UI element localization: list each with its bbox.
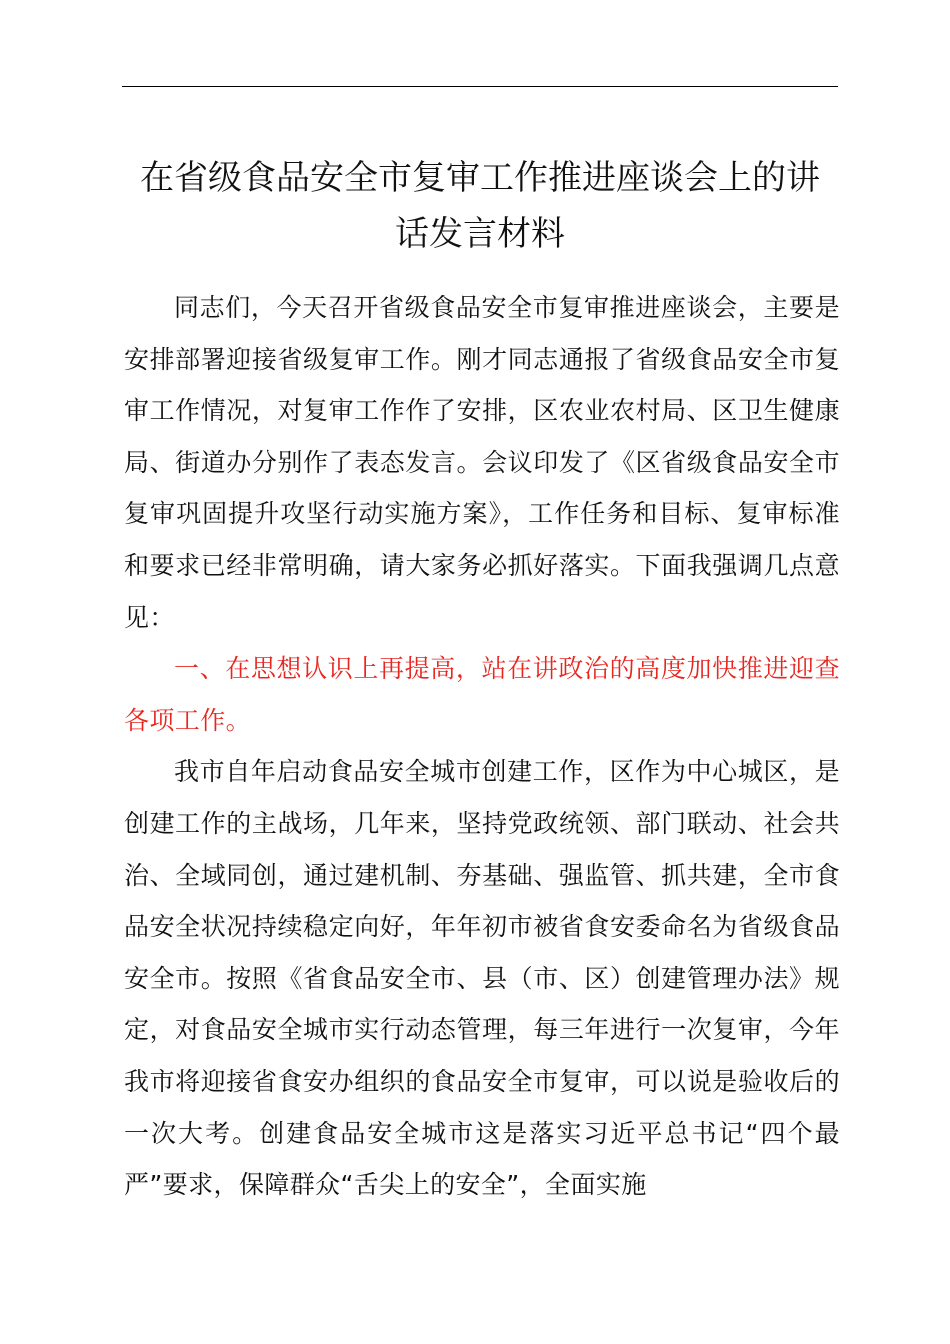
document-body xyxy=(124,282,840,1211)
document-title xyxy=(100,150,860,262)
intro-paragraph: 同志们，今天召开省级食品安全市复审推进座谈会，主要是安排部署迎接省级复审工作。刚才同志通报了省级食品安全市复审工作情况，对复审工作作了安排，区农业农村局、区卫生健康局、街道办分别作了表态发言。会议印发了《区省级食品安全市复审巩固提升攻坚行动实施方案》，工作任务和目标、复审标准和要求已经非常明确，请大家务必抓好落实。下面我强调几点意见： xyxy=(124,293,840,632)
title-line-1: 在省级食品安全市复审工作推进座谈会上的讲 xyxy=(140,158,820,198)
section-1-paragraph: 我市自年启动食品安全城市创建工作，区作为中心城区，是创建工作的主战场，几年来，坚持党政统领、部门联动、社会共治、全域同创，通过建机制、夯基础、强监管、抓共建，全市食品安全状况持续稳定向好，年年初市被省食安委命名为省级食品安全市。按照《省食品安全市、县（市、区）创建管理办法》规定，对食品安全城市实行动态管理，每三年进行一次复审，今年我市将迎接省食安办组织的食品安全市复审，可以说是验收后的一次大考。创建食品安全城市这是落实习近平总书记“四个最严”要求，保障群众“舌尖上的安全”，全面实施 xyxy=(124,757,840,1200)
section-heading-1: 一、在思想认识上再提高，站在讲政治的高度加快推进迎查各项工作。 xyxy=(124,654,840,735)
header-rule xyxy=(122,86,838,87)
title-line-2: 话发言材料 xyxy=(395,214,565,254)
